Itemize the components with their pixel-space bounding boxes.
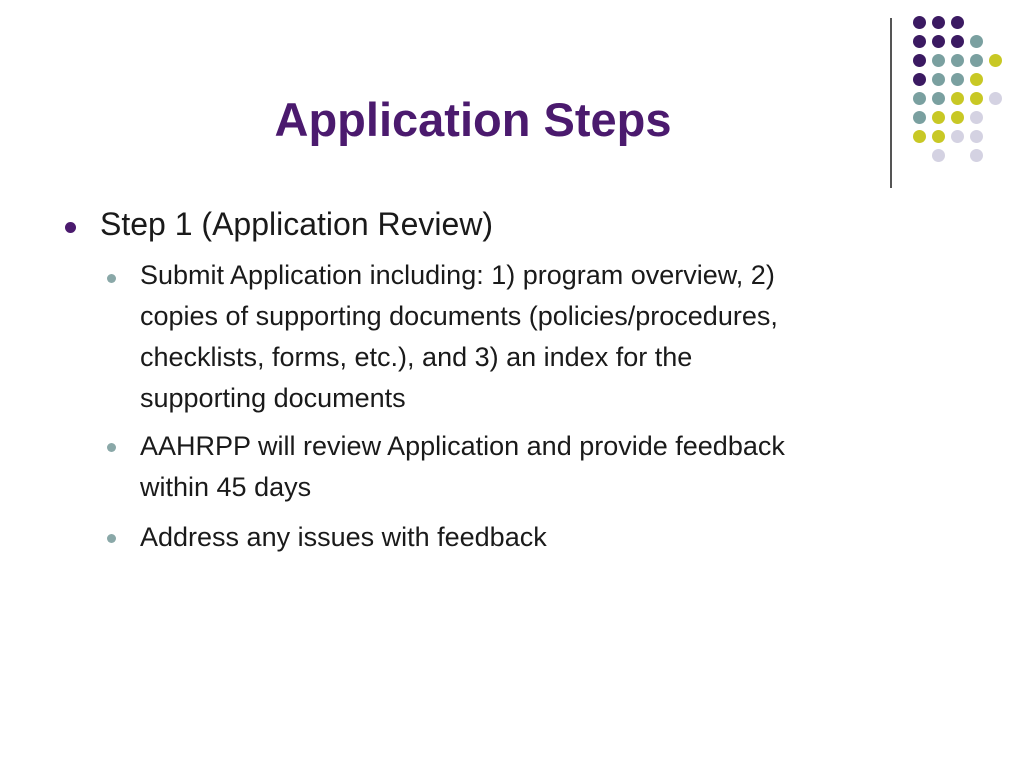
bullet-text-line: Address any issues with feedback	[140, 522, 547, 552]
bullet-dot-icon	[65, 222, 76, 233]
sub-bullet-dot-icon	[107, 534, 116, 543]
bullet-level1: Step 1 (Application Review)	[100, 206, 494, 242]
slide-title: Application Steps	[274, 93, 672, 146]
sub-bullet-item	[140, 517, 980, 558]
sub-bullet-dot-icon	[107, 274, 116, 283]
bullet-text-line: supporting documents	[140, 383, 406, 413]
bullet-text-line: Submit Application including: 1) program overview, 2)	[140, 260, 775, 290]
bullet-text-line: checklists, forms, etc.), and 3) an index for the	[140, 342, 693, 372]
sub-bullet-item	[140, 255, 980, 419]
sub-bullet-dot-icon	[107, 443, 116, 452]
bullet-text-line: AAHRPP will review Application and provide feedback	[140, 431, 785, 461]
bullet-text-line: copies of supporting documents (policies/procedures,	[140, 301, 778, 331]
bullet-text-line: within 45 days	[140, 472, 312, 502]
sub-bullet-item	[140, 426, 980, 508]
